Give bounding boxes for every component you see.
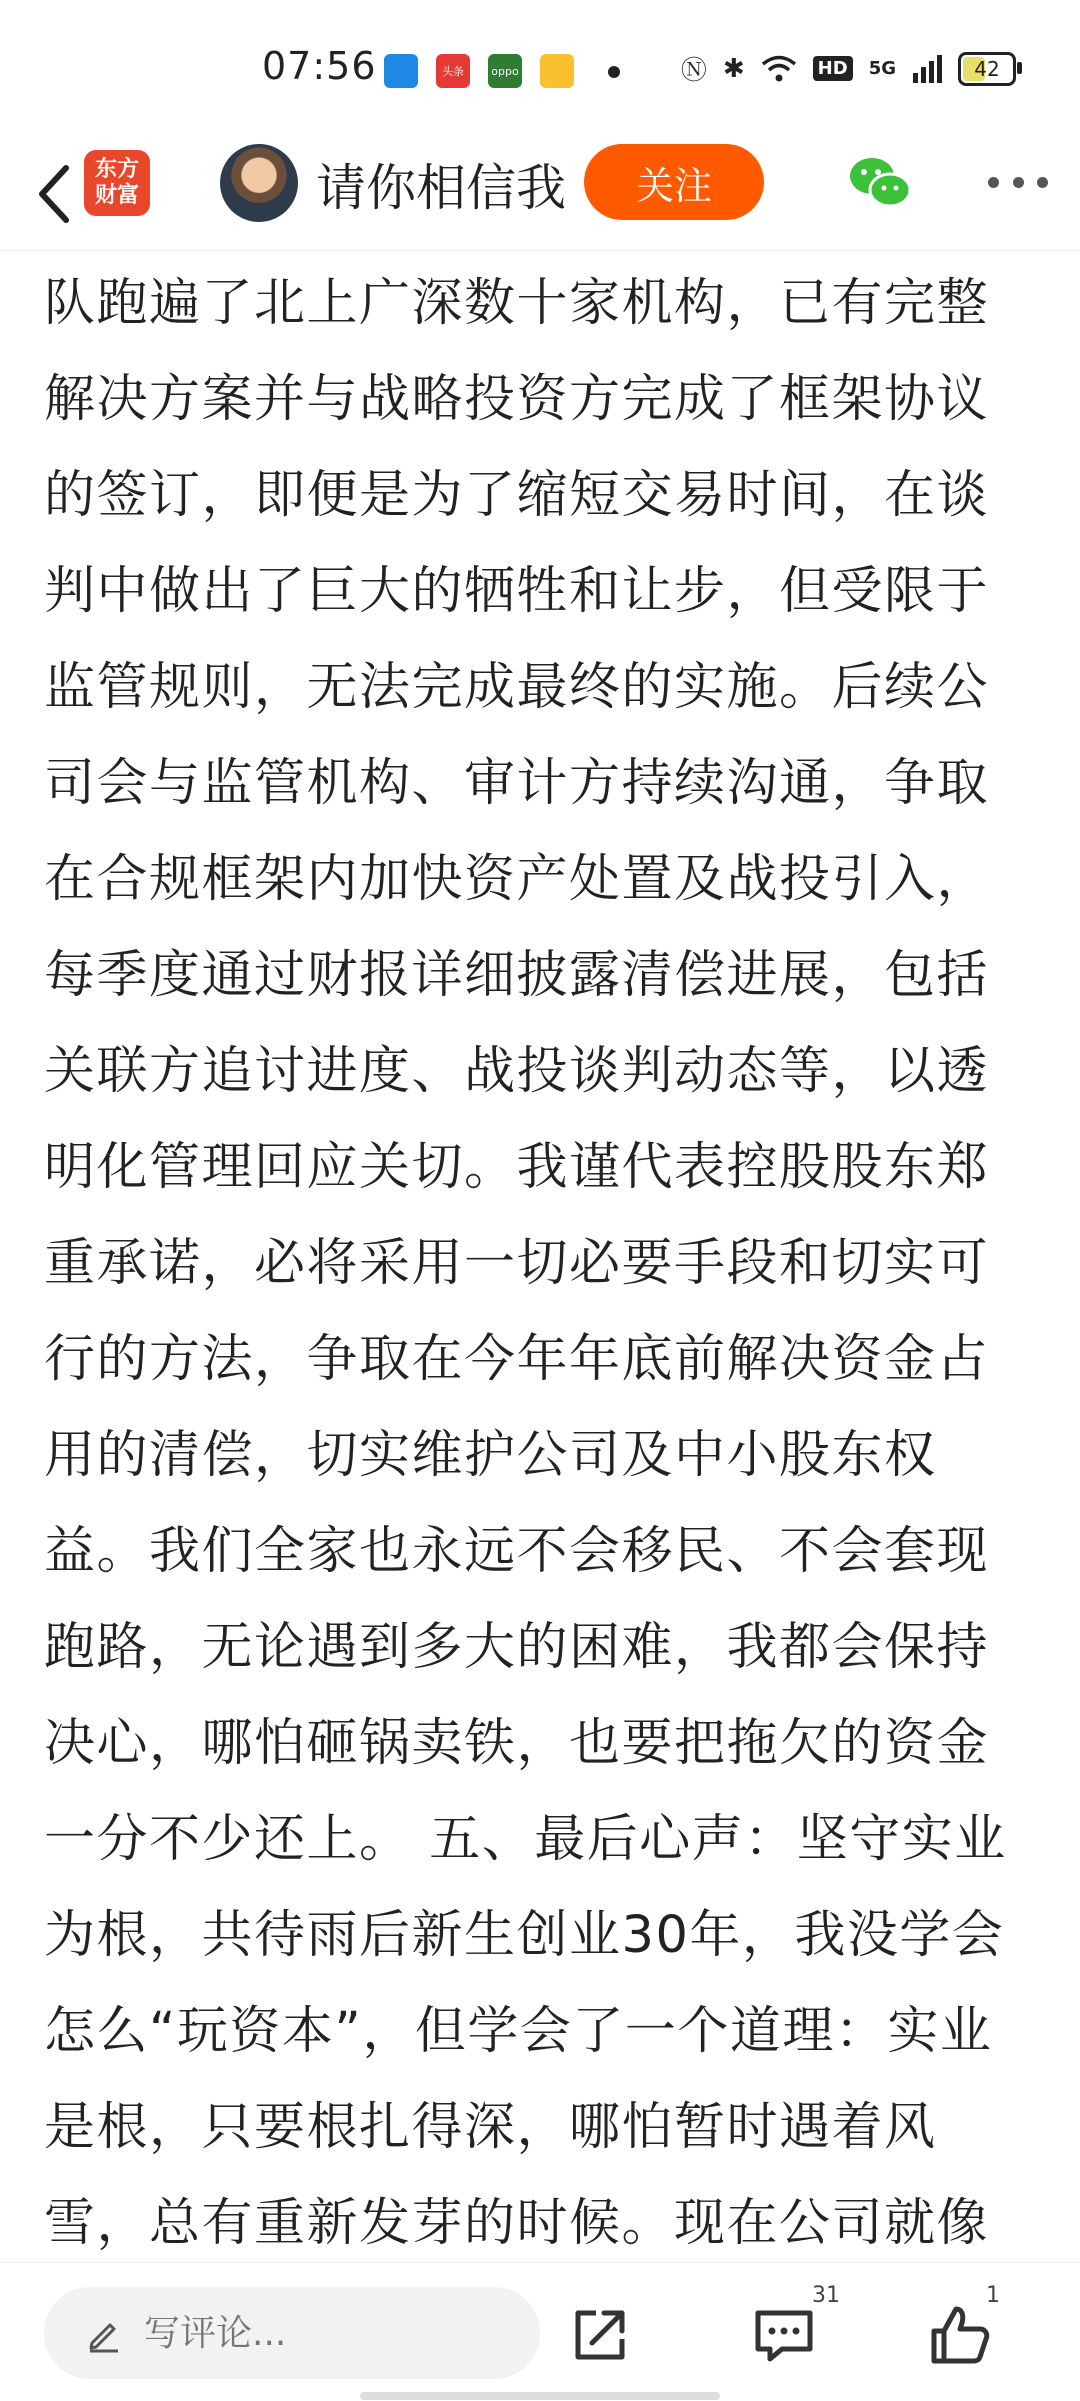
system-icons bbox=[681, 50, 1016, 87]
battery-level: 42 bbox=[974, 56, 1000, 81]
comment-input[interactable] bbox=[142, 2312, 486, 2355]
wifi-icon bbox=[761, 55, 797, 83]
hd-icon: HD bbox=[813, 56, 853, 81]
article-body bbox=[44, 256, 1040, 2272]
battery-icon bbox=[958, 52, 1016, 86]
article-line: 是根，只要根扎得深，哪怕暂时遇着风 bbox=[44, 2098, 937, 2157]
like-count: 1 bbox=[986, 2283, 1000, 2308]
back-button[interactable] bbox=[24, 158, 84, 230]
logo-text-bottom: 财富 bbox=[94, 183, 139, 208]
article-line: 明化管理回应关切。我谨代表控股股东郑 bbox=[44, 1138, 990, 1197]
comments-icon[interactable] bbox=[752, 2303, 816, 2367]
avatar[interactable] bbox=[220, 144, 298, 222]
article-line: 司会与监管机构、审计方持续沟通，争取 bbox=[44, 754, 990, 813]
notification-dot-icon bbox=[608, 66, 620, 78]
article-line: 关联方追讨进度、战投谈判动态等，以透 bbox=[44, 1042, 990, 1101]
back-arrow-icon bbox=[34, 162, 74, 226]
calendar-app-icon bbox=[384, 54, 418, 88]
logo-text-top: 东方 bbox=[94, 157, 139, 182]
article-line: 重承诺，必将采用一切必要手段和切实可 bbox=[44, 1234, 990, 1293]
comment-box[interactable] bbox=[44, 2287, 540, 2379]
bottom-action-bar bbox=[0, 2262, 1080, 2401]
username[interactable]: 请你相信我 bbox=[316, 159, 566, 217]
article-line: 跑路，无论遇到多大的困难，我都会保持 bbox=[44, 1618, 990, 1677]
comment-count: 31 bbox=[812, 2283, 840, 2308]
bluetooth-icon: ✱ bbox=[722, 53, 745, 84]
article-line: 的签订，即便是为了缩短交易时间，在谈 bbox=[44, 466, 990, 525]
wechat-share-icon[interactable] bbox=[846, 152, 912, 212]
more-options-icon[interactable] bbox=[988, 170, 1048, 194]
article-line: 解决方案并与战略投资方完成了框架协议 bbox=[44, 370, 990, 429]
signal-icon bbox=[912, 55, 942, 83]
toutiao-app-icon: 头条 bbox=[436, 54, 470, 88]
article-line: 一分不少还上。 五、最后心声：坚守实业 bbox=[44, 1810, 1007, 1869]
pencil-icon bbox=[84, 2313, 124, 2353]
app-logo bbox=[84, 150, 150, 216]
like-thumbs-up-icon[interactable] bbox=[928, 2303, 992, 2367]
share-icon[interactable] bbox=[568, 2303, 632, 2367]
article-line: 为根，共待雨后新生创业30年，我没学会 bbox=[44, 1906, 1005, 1965]
status-bar bbox=[0, 0, 1080, 140]
oppo-app-icon: oppo bbox=[488, 54, 522, 88]
follow-button[interactable]: 关注 bbox=[584, 144, 764, 220]
article-line: 益。我们全家也永远不会移民、不会套现 bbox=[44, 1522, 990, 1581]
article-line: 决心，哪怕砸锅卖铁，也要把拖欠的资金 bbox=[44, 1714, 990, 1773]
nfc-icon: Ⓝ bbox=[680, 56, 707, 86]
home-indicator[interactable] bbox=[360, 2392, 720, 2400]
article-line: 怎么“玩资本”，但学会了一个道理：实业 bbox=[44, 2002, 993, 2061]
article-line: 行的方法，争取在今年年底前解决资金占 bbox=[44, 1330, 990, 1389]
article-line: 每季度通过财报详细披露清偿进展，包括 bbox=[44, 946, 990, 1005]
article-line: 雪，总有重新发芽的时候。现在公司就像 bbox=[44, 2194, 990, 2253]
article-line: 用的清偿，切实维护公司及中小股东权 bbox=[44, 1426, 937, 1485]
article-line: 监管规则，无法完成最终的实施。后续公 bbox=[44, 658, 990, 717]
status-time: 07:56 bbox=[262, 44, 377, 88]
article-line: 队跑遍了北上广深数十家机构，已有完整 bbox=[44, 274, 990, 333]
network-label: 5G bbox=[868, 58, 896, 79]
article-line: 判中做出了巨大的牺牲和让步，但受限于 bbox=[44, 562, 990, 621]
header bbox=[0, 140, 1080, 251]
weibo-app-icon bbox=[540, 54, 574, 88]
article-line: 在合规框架内加快资产处置及战投引入， bbox=[44, 850, 990, 909]
